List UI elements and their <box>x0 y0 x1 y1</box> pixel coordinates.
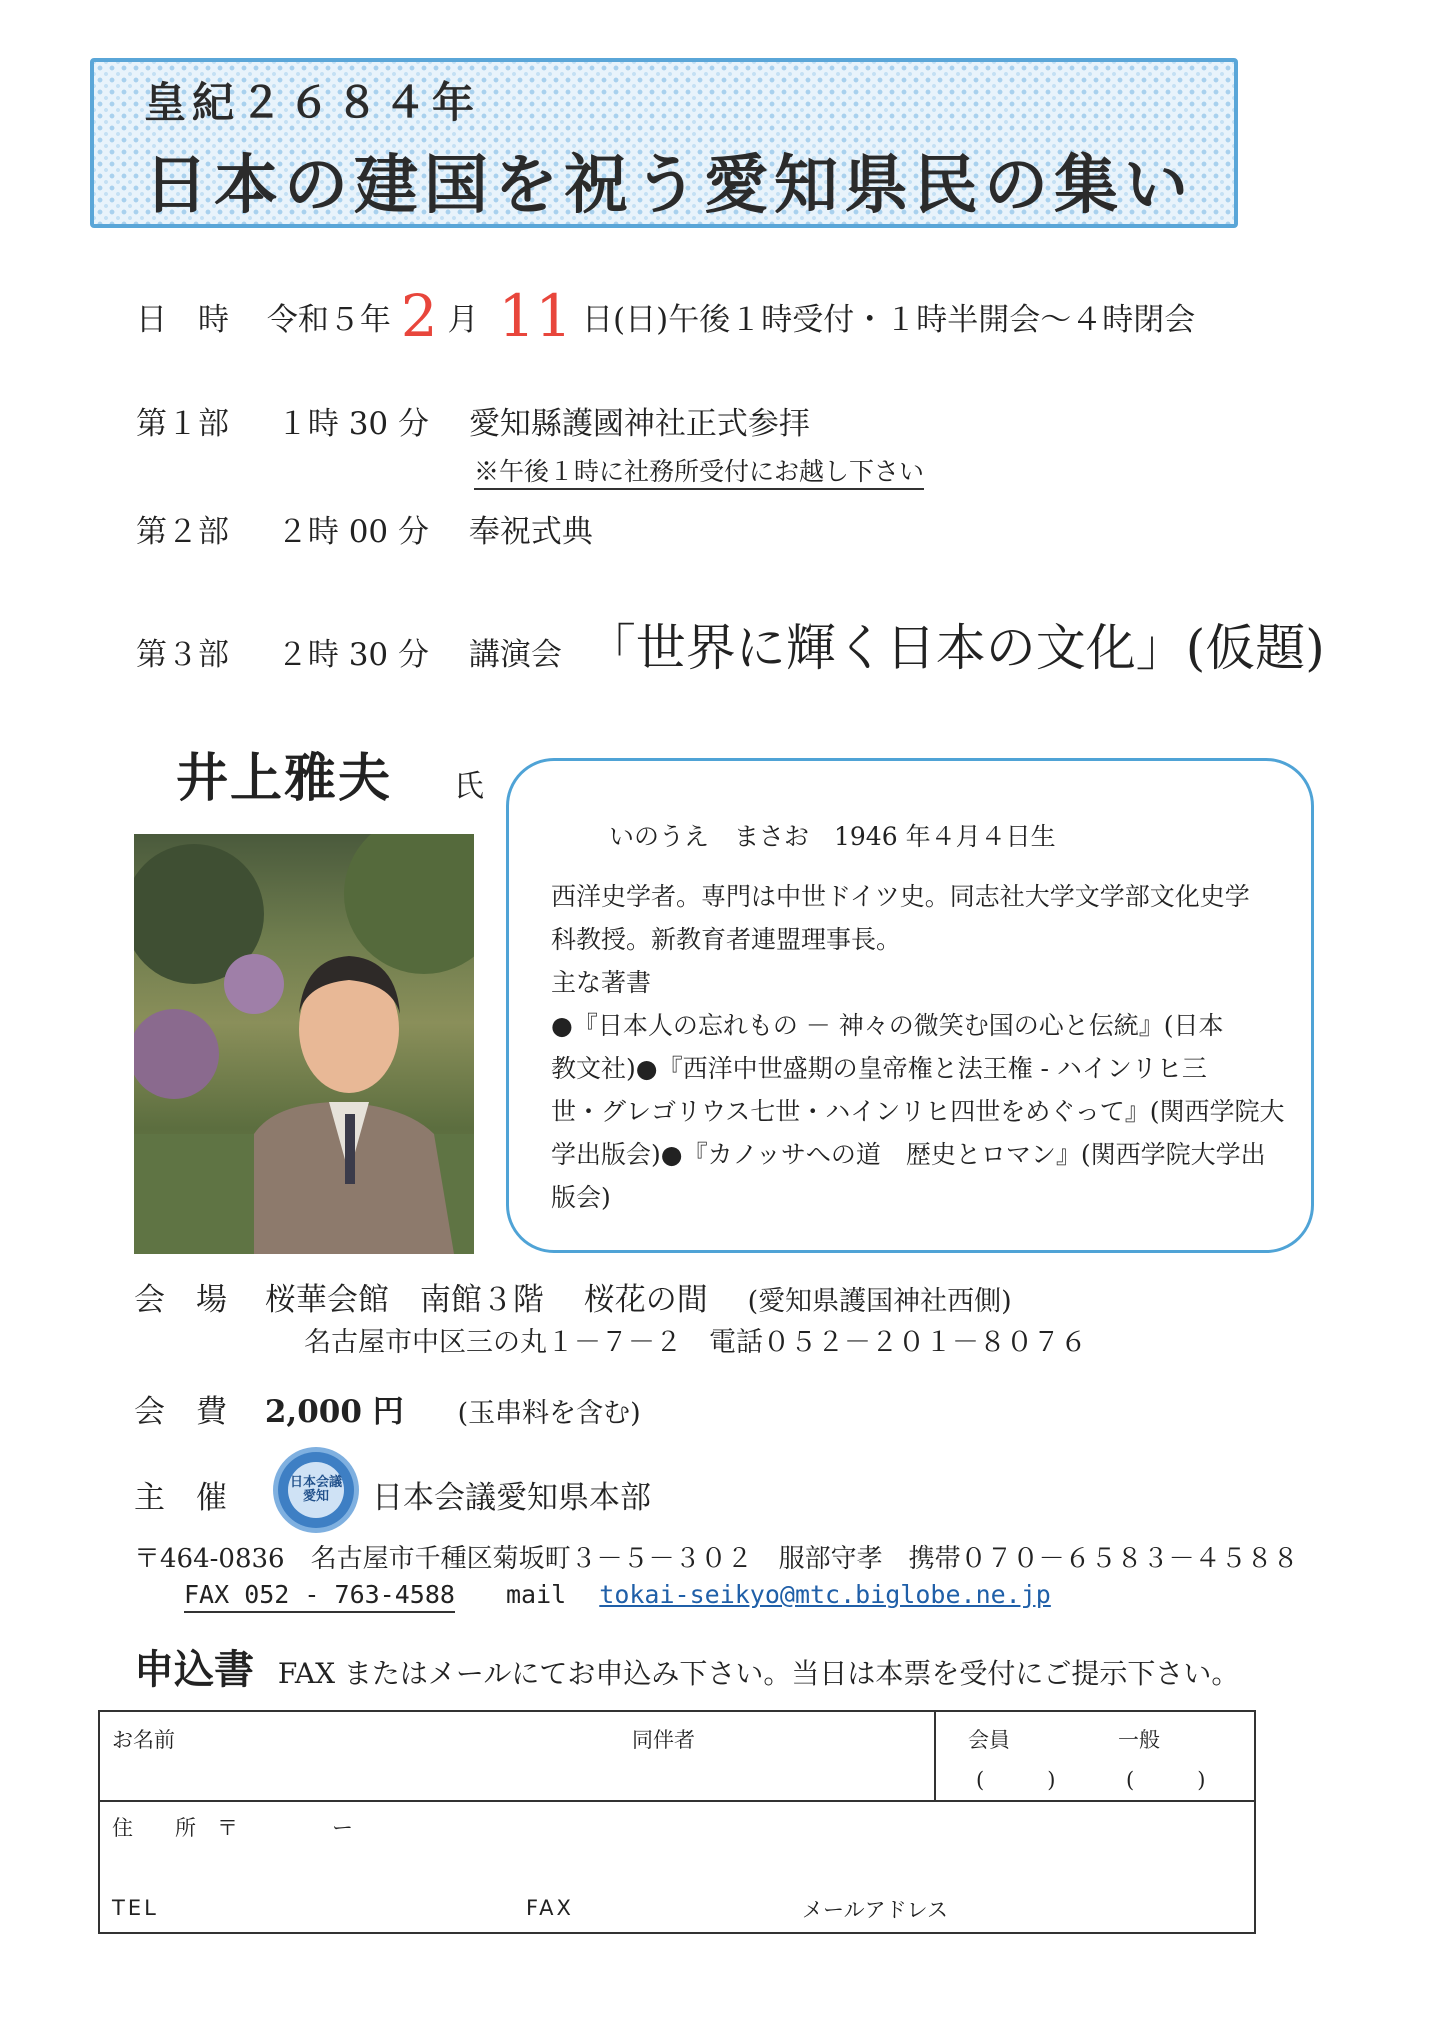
bio-line: 科教授。新教育者連盟理事長。 <box>551 925 902 954</box>
contact-fax-mail-row <box>184 1580 1051 1609</box>
header-banner <box>90 58 1238 228</box>
bio-line: 学出版会)●『カノッサへの道 歴史とロマン』(関西学院大学出 <box>551 1140 1266 1169</box>
form-postal-dash: ー <box>332 1816 353 1840</box>
bio-line: 教文社)●『西洋中世盛期の皇帝権と法王権 - ハインリヒ三 <box>551 1054 1207 1083</box>
bio-line: ●『日本人の忘れもの － 神々の微笑む国の心と伝統』(日本 <box>551 1011 1224 1040</box>
program-part2 <box>136 506 593 551</box>
datetime-label: 日 時 <box>136 302 229 338</box>
form-address-label: 住 所 〒 <box>112 1816 238 1840</box>
speaker-photo <box>134 834 474 1254</box>
form-member-label: 会員 <box>968 1728 1010 1752</box>
part2-title: 奉祝式典 <box>468 514 593 550</box>
part1-note: ※午後１時に社務所受付にお越し下さい <box>474 452 924 488</box>
venue-address: 名古屋市中区三の丸１－７－２ 電話０５２－２０１－８０７６ <box>304 1327 1087 1358</box>
fee-amount: 2,000 円 <box>264 1394 404 1430</box>
venue-label: 会 場 <box>134 1282 227 1318</box>
part3-kind: 講演会 <box>468 637 562 673</box>
application-row <box>134 1638 1239 1695</box>
banner-subtitle: 皇紀２６８４年 <box>144 78 481 127</box>
form-divider-horizontal <box>100 1800 1254 1802</box>
organizer-seal-logo: 日本会議愛知 <box>278 1452 354 1528</box>
fee-label: 会 費 <box>134 1394 227 1430</box>
datetime-month-unit: 月 <box>447 302 479 338</box>
contact-mail-label: mail <box>506 1580 567 1609</box>
form-address-field[interactable] <box>112 1840 1242 1884</box>
contact-email-link[interactable]: tokai-seikyo@mtc.biglobe.ne.jp <box>599 1580 1051 1609</box>
speaker-photo-illustration <box>134 834 474 1254</box>
contact-address: 〒464-0836 名古屋市千種区菊坂町３－５－３０２ 服部守孝 携帯０７０－６５８３－４５８８ <box>134 1544 1299 1574</box>
application-instruction: FAX またはメールにてお申込み下さい。当日は本票を受付にご提示下さい。 <box>277 1657 1240 1690</box>
part2-label: 第２部 <box>136 514 229 550</box>
application-form <box>98 1710 1256 1934</box>
form-general-count-field[interactable]: ( ) <box>1126 1768 1206 1792</box>
venue-room: 桜花の間 <box>583 1282 708 1318</box>
program-part1 <box>136 398 810 443</box>
form-name-field[interactable] <box>112 1752 612 1794</box>
form-member-count-field[interactable]: ( ) <box>976 1768 1056 1792</box>
speaker-profile-box <box>506 758 1314 1253</box>
fee-note: (玉串料を含む) <box>457 1398 641 1429</box>
speaker-name: 井上雅夫 <box>176 748 393 809</box>
bio-line: 版会) <box>551 1183 611 1212</box>
part3-time: ２時 30 分 <box>276 637 430 673</box>
bio-line: 主な著書 <box>551 968 652 997</box>
bio-line: 西洋史学者。専門は中世ドイツ史。同志社大学文学部文化史学 <box>551 882 1250 911</box>
speaker-bio <box>551 875 1291 1219</box>
form-companion-field[interactable] <box>632 1752 922 1794</box>
speaker-name-row <box>176 736 484 811</box>
datetime-row <box>136 282 1195 350</box>
part1-time: １時 30 分 <box>276 406 430 442</box>
datetime-month: 2 <box>400 282 438 350</box>
form-general-label: 一般 <box>1118 1728 1160 1752</box>
organizer-label: 主 催 <box>134 1480 227 1516</box>
banner-title: 日本の建国を祝う愛知県民の集い <box>144 148 1194 223</box>
form-divider-vertical <box>934 1712 936 1800</box>
venue-note: (愛知県護国神社西側) <box>747 1286 1012 1317</box>
form-fax-label: FAX <box>526 1896 574 1920</box>
application-heading: 申込書 <box>134 1646 254 1693</box>
datetime-era: 令和５年 <box>266 302 391 338</box>
organizer-name: 日本会議愛知県本部 <box>372 1480 651 1516</box>
contact-fax: FAX 052 - 763-4588 <box>184 1580 455 1613</box>
speaker-reading: いのうえ まさお 1946 年４月４日生 <box>609 822 1056 851</box>
part1-title: 愛知縣護國神社正式参拝 <box>468 406 810 442</box>
venue-name: 桜華会館 南館３階 <box>264 1282 544 1318</box>
form-email-label: メールアドレス <box>802 1898 948 1922</box>
part2-time: ２時 00 分 <box>276 514 430 550</box>
form-companion-label: 同伴者 <box>632 1728 695 1752</box>
venue-row <box>134 1274 1012 1319</box>
program-part3 <box>136 608 1325 680</box>
speaker-honorific: 氏 <box>453 769 484 804</box>
datetime-day: 11 <box>498 282 573 350</box>
part3-label: 第３部 <box>136 637 229 673</box>
datetime-rest: 日(日)午後１時受付・１時半開会～４時閉会 <box>582 302 1196 338</box>
form-name-label: お名前 <box>112 1728 175 1752</box>
form-tel-label: TEL <box>112 1896 159 1920</box>
bio-line: 世・グレゴリウス七世・ハインリヒ四世をめぐって』(関西学院大 <box>551 1097 1285 1126</box>
part1-label: 第１部 <box>136 406 229 442</box>
lecture-title: 「世界に輝く日本の文化」(仮題) <box>585 619 1325 677</box>
fee-row <box>134 1386 641 1431</box>
